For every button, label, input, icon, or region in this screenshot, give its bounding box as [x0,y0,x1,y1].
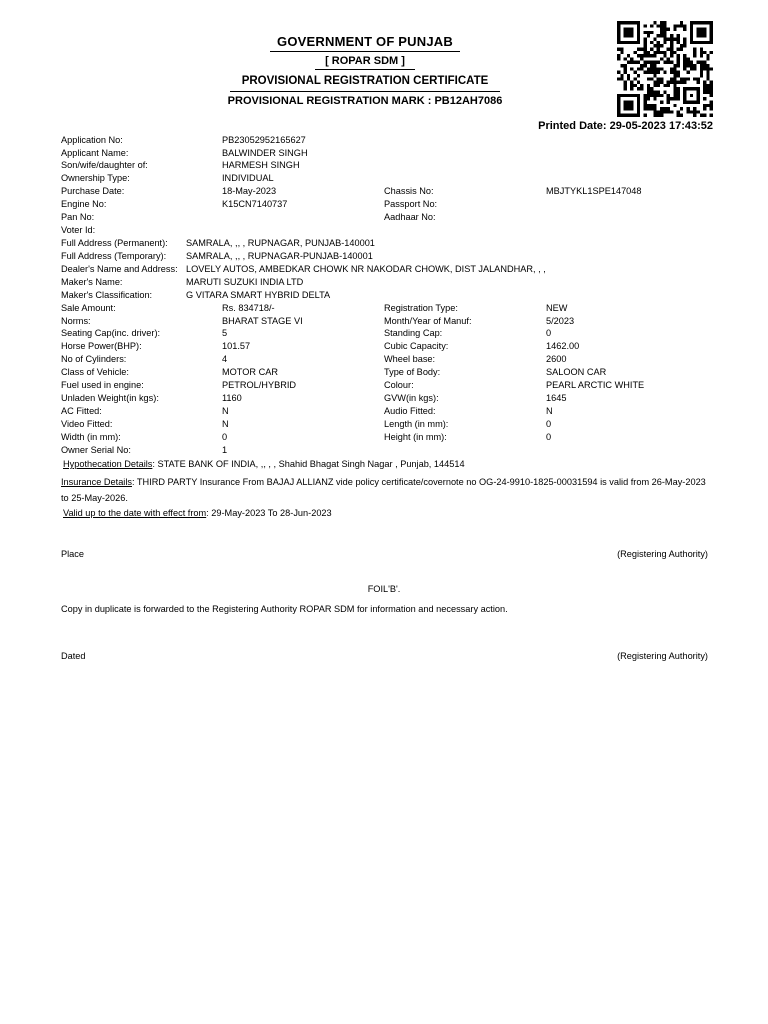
ac-label: AC Fitted: [61,406,102,416]
pan-no-label: Pan No: [61,212,95,222]
sale-amount-label: Sale Amount: [61,303,116,313]
validity-details [63,505,703,521]
unladen-label: Unladen Weight(in kgs): [61,393,159,403]
sale-amount-value: Rs. 834718/- [222,303,275,313]
hypothecation-label: Hypothecation Details [63,459,153,469]
norms-value: BHARAT STAGE VI [222,316,303,326]
certificate-title: PROVISIONAL REGISTRATION CERTIFICATE [241,75,489,87]
length-value: 0 [546,419,552,429]
hypothecation-details [63,456,703,472]
height-label: Height (in mm): [384,432,447,442]
ownership-value: INDIVIDUAL [222,173,274,183]
reg-type-value: NEW [546,303,568,313]
relation-label: Son/wife/daughter of: [61,160,148,170]
manuf-value: 5/2023 [546,316,575,326]
insurance-details [61,474,706,506]
owner-serial-value: 1 [222,445,228,455]
cc-label: Cubic Capacity: [384,341,449,351]
owner-serial-label: Owner Serial No: [61,445,131,455]
cylinders-value: 4 [222,354,228,364]
purchase-date-label: Purchase Date: [61,186,125,196]
standing-value: 0 [546,328,552,338]
address-permanent-value: SAMRALA, ,, , RUPNAGAR, PUNJAB-140001 [186,238,375,248]
engine-no-value: K15CN7140737 [222,199,288,209]
dealer-label: Dealer's Name and Address: [61,264,178,274]
applicant-name-label: Applicant Name: [61,148,129,158]
vehicle-class-value: MOTOR CAR [222,367,278,377]
wheelbase-value: 2600 [546,354,567,364]
cylinders-label: No of Cylinders: [61,354,127,364]
maker-class-label: Maker's Classification: [61,290,153,300]
colour-label: Colour: [384,380,414,390]
aadhaar-no-label: Aadhaar No: [384,212,436,222]
passport-no-label: Passport No: [384,199,438,209]
seating-label: Seating Cap(inc. driver): [61,328,161,338]
printed-date: Printed Date: 29-05-2023 17:43:52 [538,120,713,132]
vehicle-class-label: Class of Vehicle: [61,367,129,377]
fuel-label: Fuel used in engine: [61,380,144,390]
fuel-value: PETROL/HYBRID [222,380,297,390]
width-label: Width (in mm): [61,432,121,442]
office-underline [315,69,415,70]
place-label: Place [61,549,84,559]
manuf-label: Month/Year of Manuf: [384,316,472,326]
hp-label: Horse Power(BHP): [61,341,142,351]
insurance-text: : THIRD PARTY Insurance From BAJAJ ALLIANZ vide policy certificate/covernote no OG-24-9910-1825-00031594 is valid from 26-May-2023 to 25-May-2026. [61,477,706,503]
height-value: 0 [546,432,552,442]
application-no-label: Application No: [61,135,123,145]
reg-type-label: Registration Type: [384,303,458,313]
unladen-value: 1160 [222,393,242,403]
address-permanent-label: Full Address (Permanent): [61,238,168,248]
body-type-label: Type of Body: [384,367,441,377]
address-temporary-label: Full Address (Temporary): [61,251,167,261]
title-underline [230,91,500,92]
audio-value: N [546,406,553,416]
video-value: N [222,419,229,429]
relation-value: HARMESH SINGH [222,160,300,170]
body-type-value: SALOON CAR [546,367,607,377]
registration-mark: PROVISIONAL REGISTRATION MARK : PB12AH7086 [227,95,503,107]
ownership-label: Ownership Type: [61,173,130,183]
validity-text: : 29-May-2023 To 28-Jun-2023 [206,508,332,518]
copy-statement: Copy in duplicate is forwarded to the Registering Authority ROPAR SDM for information and necessary action. [61,604,508,614]
gov-underline [270,51,460,52]
wheelbase-label: Wheel base: [384,354,436,364]
gvw-label: GVW(in kgs): [384,393,439,403]
maker-name-value: MARUTI SUZUKI INDIA LTD [186,277,304,287]
purchase-date-value: 18-May-2023 [222,186,277,196]
voter-id-label: Voter Id: [61,225,96,235]
width-value: 0 [222,432,228,442]
insurance-label: Insurance Details [61,477,132,487]
maker-name-label: Maker's Name: [61,277,123,287]
validity-label: Valid up to the date with effect from [63,508,207,518]
maker-class-value: G VITARA SMART HYBRID DELTA [186,290,331,300]
foil-label: FOIL'B'. [367,584,401,594]
seating-value: 5 [222,328,228,338]
application-no-value: PB23052952165627 [222,135,306,145]
cc-value: 1462.00 [546,341,580,351]
dated-label: Dated [61,651,86,661]
hp-value: 101.57 [222,341,251,351]
address-temporary-value: SAMRALA, ,, , RUPNAGAR-PUNJAB-140001 [186,251,373,261]
ac-value: N [222,406,229,416]
colour-value: PEARL ARCTIC WHITE [546,380,645,390]
registering-authority-1: (Registering Authority) [617,549,708,559]
hypothecation-text: : STATE BANK OF INDIA, ,, , , Shahid Bhagat Singh Nagar , Punjab, 144514 [152,459,465,469]
standing-label: Standing Cap: [384,328,443,338]
chassis-no-value: MBJTYKL1SPE147048 [546,186,642,196]
length-label: Length (in mm): [384,419,449,429]
office-name: [ ROPAR SDM ] [325,55,405,67]
qr-code [617,21,713,117]
engine-no-label: Engine No: [61,199,107,209]
video-label: Video Fitted: [61,419,113,429]
norms-label: Norms: [61,316,91,326]
registering-authority-2: (Registering Authority) [617,651,708,661]
chassis-no-label: Chassis No: [384,186,434,196]
government-title: GOVERNMENT OF PUNJAB [277,34,453,49]
applicant-name-value: BALWINDER SINGH [222,148,308,158]
dealer-value: LOVELY AUTOS, AMBEDKAR CHOWK NR NAKODAR CHOWK, DIST JALANDHAR, , , [186,264,546,274]
audio-label: Audio Fitted: [384,406,436,416]
gvw-value: 1645 [546,393,567,403]
